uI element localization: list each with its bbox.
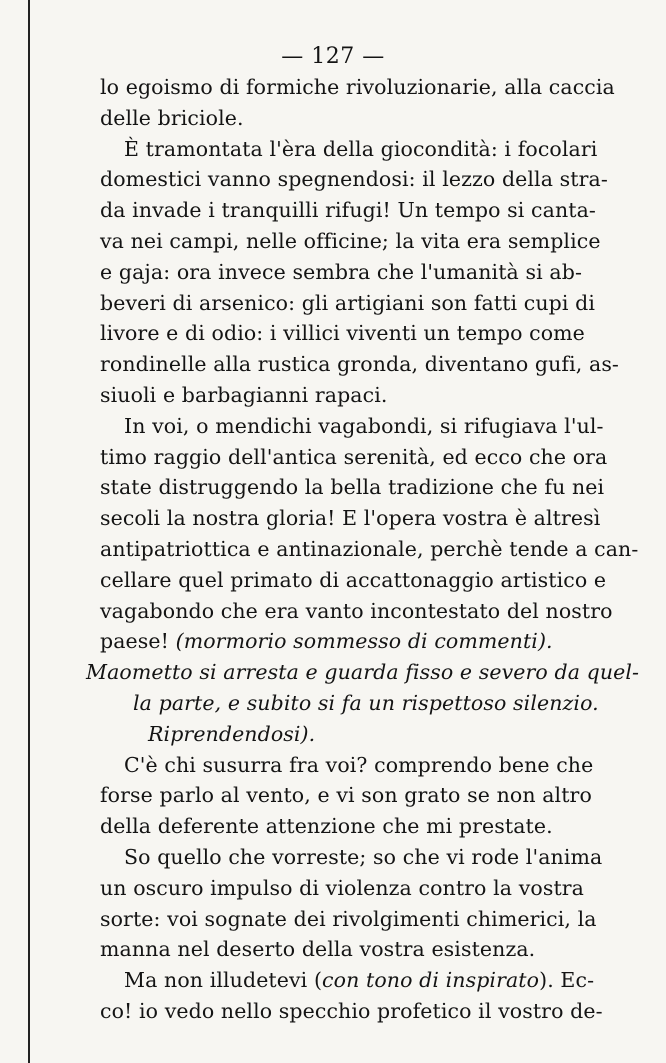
text-line: C'è chi susurra fra voi? comprendo bene che: [124, 752, 594, 777]
text-line: Ma non illudetevi (con tono di inspirato). Ec-: [124, 968, 595, 993]
text-line: va nei campi, nelle officine; la vita era semplice: [100, 228, 601, 253]
text-line: beveri di arsenico: gli artigiani son fatti cupi di: [100, 290, 596, 315]
text-line: e gaja: ora invece sembra che l'umanità si ab-: [100, 259, 582, 284]
text-line: forse parlo al vento, e vi son grato se non altro: [100, 783, 592, 808]
text-line: co! io vedo nello specchio profetico il vostro de-: [100, 998, 603, 1023]
text-line: cellare quel primato di accattonaggio artistico e: [100, 567, 607, 592]
body-text: [86, 72, 640, 1027]
page-gutter-line: [28, 0, 30, 1063]
text-line: da invade i tranquilli rifugi! Un tempo si canta-: [100, 198, 596, 223]
text-line: So quello che vorreste; so che vi rode l'anima: [124, 844, 603, 869]
text-line: vagabondo che era vanto incontestato del nostro: [100, 598, 613, 623]
text-line: rondinelle alla rustica gronda, diventano gufi, as-: [100, 352, 619, 377]
text-line: Maometto si arresta e guarda fisso e severo da quel-: [86, 660, 640, 685]
page-number: — 127 —: [281, 44, 385, 69]
text-line: paese! (mormorio sommesso di commenti).: [100, 629, 553, 654]
text-line: siuoli e barbagianni rapaci.: [100, 382, 388, 407]
text-line: antipatriottica e antinazionale, perchè tende a can-: [100, 536, 639, 561]
text-line: lo egoismo di formiche rivoluzionarie, alla caccia: [100, 75, 615, 99]
text-line: manna nel deserto della vostra esistenza.: [100, 937, 536, 962]
text-line: la parte, e subito si fa un rispettoso silenzio.: [133, 690, 599, 715]
text-line: secoli la nostra gloria! E l'opera vostra è altresì: [100, 506, 601, 531]
text-line: un oscuro impulso di violenza contro la vostra: [100, 875, 585, 900]
text-line: delle briciole.: [100, 105, 244, 130]
text-line: della deferente attenzione che mi prestate.: [100, 814, 553, 839]
text-line: domestici vanno spegnendosi: il lezzo della stra-: [100, 167, 608, 192]
text-line: livore e di odio: i villici viventi un tempo come: [100, 321, 585, 346]
text-line: In voi, o mendichi vagabondi, si rifugiava l'ul-: [124, 413, 604, 438]
text-line: È tramontata l'èra della giocondità: i focolari: [124, 136, 598, 161]
text-line: Riprendendosi).: [148, 721, 316, 746]
text-line: sorte: voi sognate dei rivolgimenti chimerici, la: [100, 906, 597, 931]
text-line: state distruggendo la bella tradizione che fu nei: [100, 475, 605, 500]
text-line: timo raggio dell'antica serenità, ed ecco che ora: [100, 444, 608, 469]
